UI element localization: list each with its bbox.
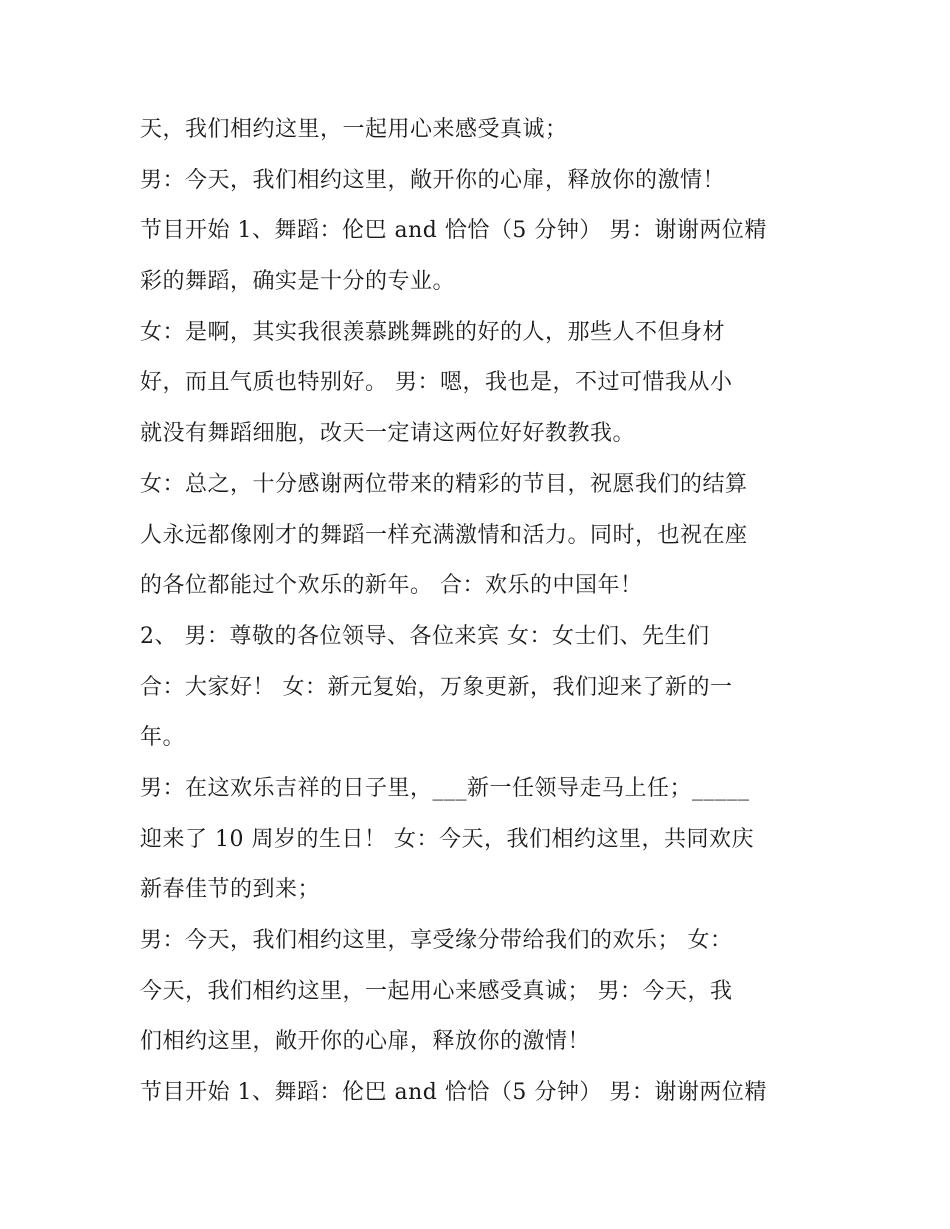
text-line: 就没有舞蹈细胞，改天一定请这两位好好教教我。 [140,421,636,447]
text-line: 节目开始 1、舞蹈：伦巴 and 恰恰（5 分钟） 男：谢谢两位精 [140,218,767,244]
text-line: 的各位都能过个欢乐的新年。 合：欢乐的中国年！ [140,573,643,599]
text-line: 男：在这欢乐吉祥的日子里，___新一任领导走马上任；_____ [140,775,750,801]
text-line: 天，我们相约这里，一起用心来感受真诚； [140,117,568,142]
text-line: 好，而且气质也特别好。 男：嗯，我也是，不过可惜我从小 [140,370,733,396]
text-line: 们相约这里，敞开你的心扉，释放你的激情！ [140,1029,591,1055]
text-line: 女：总之，十分感谢两位带来的精彩的节目，祝愿我们的结算 [140,471,748,497]
text-line: 人永远都像刚才的舞蹈一样充满激情和活力。同时，也祝在座 [140,522,748,548]
text-line: 彩的舞蹈，确实是十分的专业。 [140,269,456,295]
document-text [140,110,820,1124]
text-line: 男：今天，我们相约这里，敞开你的心扉，释放你的激情！ [140,167,726,193]
text-line: 2、 男：尊敬的各位领导、各位来宾 女：女士们、先生们 [140,623,710,649]
text-line: 今天，我们相约这里，一起用心来感受真诚； 男：今天，我 [140,978,733,1004]
text-line: 节目开始 1、舞蹈：伦巴 and 恰恰（5 分钟） 男：谢谢两位精 [140,1080,767,1106]
text-line: 年。 [140,725,186,751]
text-line: 合：大家好！ 女：新元复始，万象更新，我们迎来了新的一 [140,674,733,700]
text-line: 迎来了 10 周岁的生日！ 女：今天，我们相约这里，共同欢庆 [140,826,754,852]
text-line: 女：是啊，其实我很羡慕跳舞跳的好的人，那些人不但身材 [140,319,726,345]
text-line: 男：今天，我们相约这里，享受缘分带给我们的欢乐； 女： [140,928,733,953]
text-line: 新春佳节的到来； [140,877,321,903]
